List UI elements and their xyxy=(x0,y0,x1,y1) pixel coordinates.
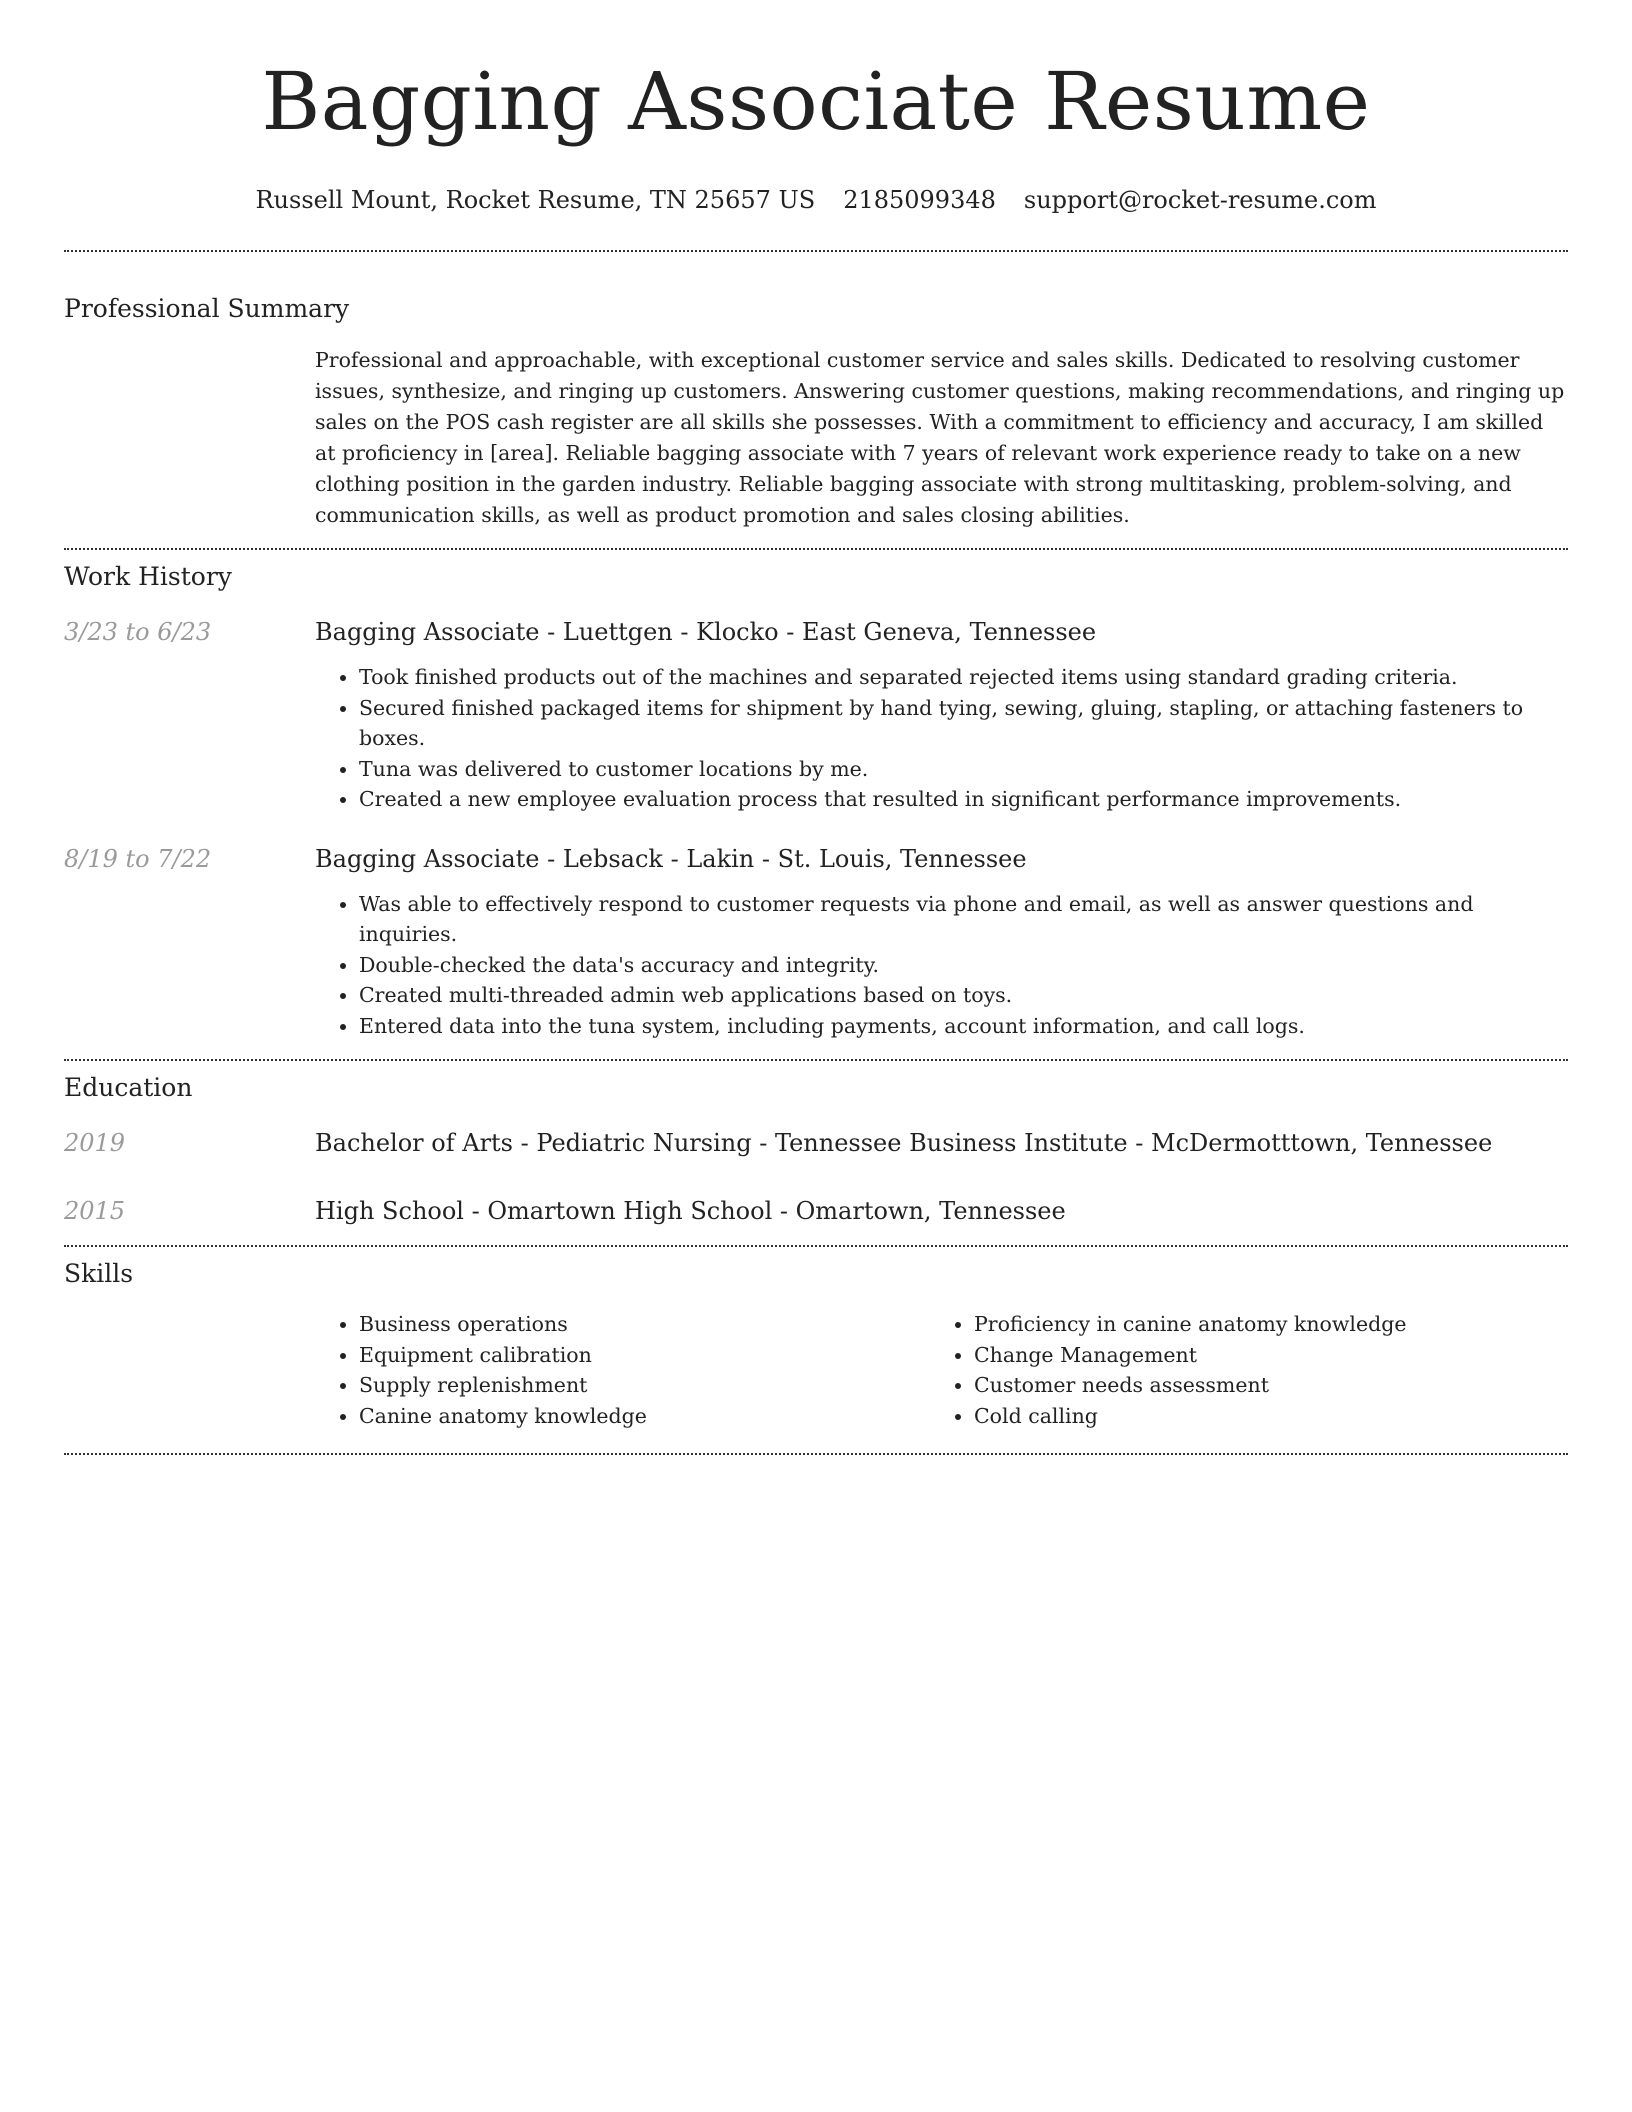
job-title: Bagging Associate - Luettgen - Klocko - East Geneva, Tennessee xyxy=(315,618,1097,646)
list-item: • Was able to effectively respond to customer requests via phone and email, as well as answer questions and inquiries. xyxy=(359,889,1568,950)
education-heading: Education xyxy=(64,1073,193,1102)
list-item: • Cold calling xyxy=(974,1401,1490,1432)
summary-text: Professional and approachable, with exceptional customer service and sales skills. Dedicated to resolving customer issues, synthesize, and ringing up customers. Answering customer questions, making recommendations, and ringing up sales on the POS cash register are all skills she possesses. With a commitment to efficiency and accuracy, I am skilled at proficiency in [area]. Reliable bagging associate with 7 years of relevant work experience ready to take on a new clothing position in the garden industry. Reliable bagging associate with strong multitasking, problem-solving, and communication skills, as well as product promotion and sales closing abilities. xyxy=(315,348,1565,527)
list-item: • Change Management xyxy=(974,1340,1490,1371)
skills-heading: Skills xyxy=(64,1259,134,1288)
divider xyxy=(64,548,1568,550)
education-title: Bachelor of Arts - Pediatric Nursing - Tennessee Business Institute - McDermotttown, Tennessee xyxy=(315,1129,1493,1157)
list-item: • Created a new employee evaluation process that resulted in significant performance improvements. xyxy=(359,784,1568,815)
job-dates: 3/23 to 6/23 xyxy=(64,618,212,646)
list-item: • Took finished products out of the machines and separated rejected items using standard grading criteria. xyxy=(359,662,1568,693)
job-title: Bagging Associate - Lebsack - Lakin - St. Louis, Tennessee xyxy=(315,844,1027,873)
job-dates: 8/19 to 7/22 xyxy=(64,844,212,873)
education-entry xyxy=(64,1195,1568,1227)
list-item: • Proficiency in canine anatomy knowledge xyxy=(974,1309,1490,1340)
work-history-section xyxy=(64,560,1568,1041)
list-item: • Secured finished packaged items for shipment by hand tying, sewing, gluing, stapling, or attaching fasteners to boxes. xyxy=(359,693,1568,754)
list-item: • Business operations xyxy=(359,1309,930,1340)
skills-section xyxy=(64,1257,1568,1431)
list-item: • Canine anatomy knowledge xyxy=(359,1401,930,1432)
skills-list-left xyxy=(315,1309,930,1431)
divider xyxy=(64,1245,1568,1247)
contact-phone: 2185099348 xyxy=(843,186,996,214)
education-entry xyxy=(64,1127,1568,1159)
skills-list-right xyxy=(930,1309,1490,1431)
education-year: 2019 xyxy=(64,1129,126,1157)
contact-email: support@rocket-resume.com xyxy=(1023,186,1377,214)
list-item: • Equipment calibration xyxy=(359,1340,930,1371)
job-entry xyxy=(64,616,1568,815)
divider xyxy=(64,250,1568,252)
work-history-heading: Work History xyxy=(64,562,232,591)
job-bullets xyxy=(315,662,1568,815)
education-section xyxy=(64,1071,1568,1227)
job-bullets xyxy=(315,889,1568,1042)
list-item: • Created multi-threaded admin web applications based on toys. xyxy=(359,980,1568,1011)
education-title: High School - Omartown High School - Omartown, Tennessee xyxy=(315,1197,1066,1225)
list-item: • Tuna was delivered to customer locations by me. xyxy=(359,754,1568,785)
list-item: • Customer needs assessment xyxy=(974,1370,1490,1401)
list-item: • Entered data into the tuna system, including payments, account information, and call logs. xyxy=(359,1011,1568,1042)
job-entry xyxy=(64,843,1568,1042)
divider xyxy=(64,1059,1568,1061)
summary-heading: Professional Summary xyxy=(64,294,350,323)
summary-section xyxy=(64,292,1568,531)
skills-grid xyxy=(315,1309,1568,1431)
list-item: • Double-checked the data's accuracy and integrity. xyxy=(359,950,1568,981)
education-year: 2015 xyxy=(64,1197,126,1225)
contact-address: Russell Mount, Rocket Resume, TN 25657 US xyxy=(255,186,816,214)
contact-line xyxy=(64,184,1568,216)
divider xyxy=(64,1453,1568,1455)
list-item: • Supply replenishment xyxy=(359,1370,930,1401)
resume-title: Bagging Associate Resume xyxy=(261,55,1371,148)
